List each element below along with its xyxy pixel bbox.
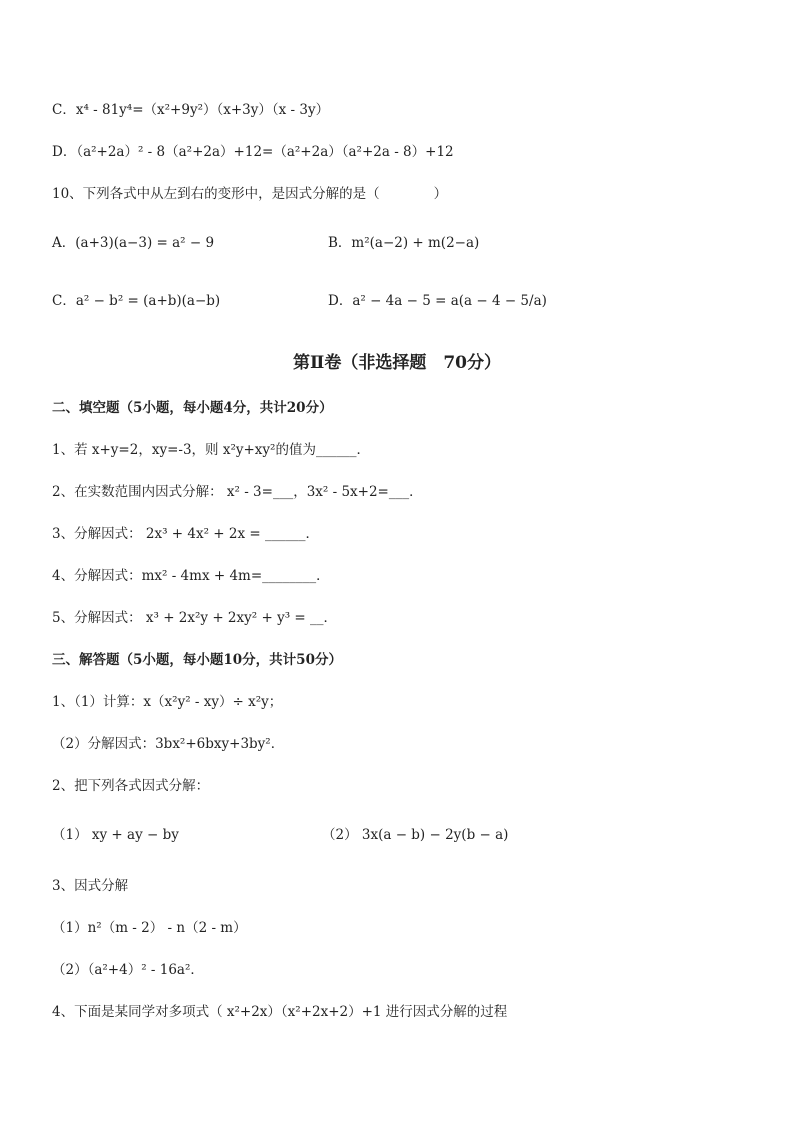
answer-question-4: 4、下面是某同学对多项式（ x²+2x）（x²+2x+2）+1 进行因式分解的过程: [52, 1004, 508, 1020]
part-two-title: 第Ⅱ卷（非选择题 70分）: [293, 353, 501, 373]
question-10: 10、下列各式中从左到右的变形中，是因式分解的是（ ）: [52, 186, 448, 202]
fill-question-2: 2、在实数范围内因式分解： x² - 3=___，3x² - 5x+2=___．: [52, 484, 423, 500]
answer-question-3: 3、因式分解: [52, 878, 129, 894]
answer-question-3-part-1: （1）n²（m - 2） - n（2 - m）: [52, 920, 247, 936]
option-d-q9: D．（a²+2a）² - 8（a²+2a）+12=（a²+2a）（a²+2a - 8）+12: [52, 144, 454, 160]
option-b-q10: B．m²(a−2) + m(2−a): [328, 235, 480, 251]
option-c-q9: C．x⁴ - 81y⁴=（x²+9y²）（x+3y）（x - 3y）: [52, 102, 330, 118]
answer-question-3-part-2: （2）（a²+4）² - 16a²．: [52, 962, 204, 978]
answer-question-2-part-1: （1） xy + ay − by: [52, 827, 179, 843]
answer-question-1-part-1: 1、（1）计算：x（x²y² - xy）÷ x²y；: [52, 694, 283, 710]
fill-question-1: 1、若 x+y=2，xy=-3，则 x²y+xy²的值为______．: [52, 442, 370, 458]
answer-question-2-part-2: （2） 3x(a − b) − 2y(b − a): [322, 827, 509, 843]
answer-question-1-part-2: （2）分解因式：3bx²+6bxy+3by²．: [52, 736, 285, 752]
fill-question-3: 3、分解因式： 2x³ + 4x² + 2x = ______．: [52, 526, 319, 542]
option-a-q10: A．(a+3)(a−3) = a² − 9: [52, 235, 215, 251]
option-d-q10: D．a² − 4a − 5 = a(a − 4 − 5/a): [328, 293, 547, 309]
answer-question-2: 2、把下列各式因式分解：: [52, 778, 210, 794]
option-c-q10: C．a² − b² = (a+b)(a−b): [52, 293, 221, 309]
section-answer-header: 三、解答题（5小题，每小题10分，共计50分）: [52, 652, 342, 668]
fill-question-5: 5、分解因式： x³ + 2x²y + 2xy² + y³ = __．: [52, 610, 338, 626]
fill-question-4: 4、分解因式：mx² - 4mx + 4m=________．: [52, 568, 330, 584]
section-fill-blank-header: 二、填空题（5小题，每小题4分，共计20分）: [52, 400, 333, 416]
